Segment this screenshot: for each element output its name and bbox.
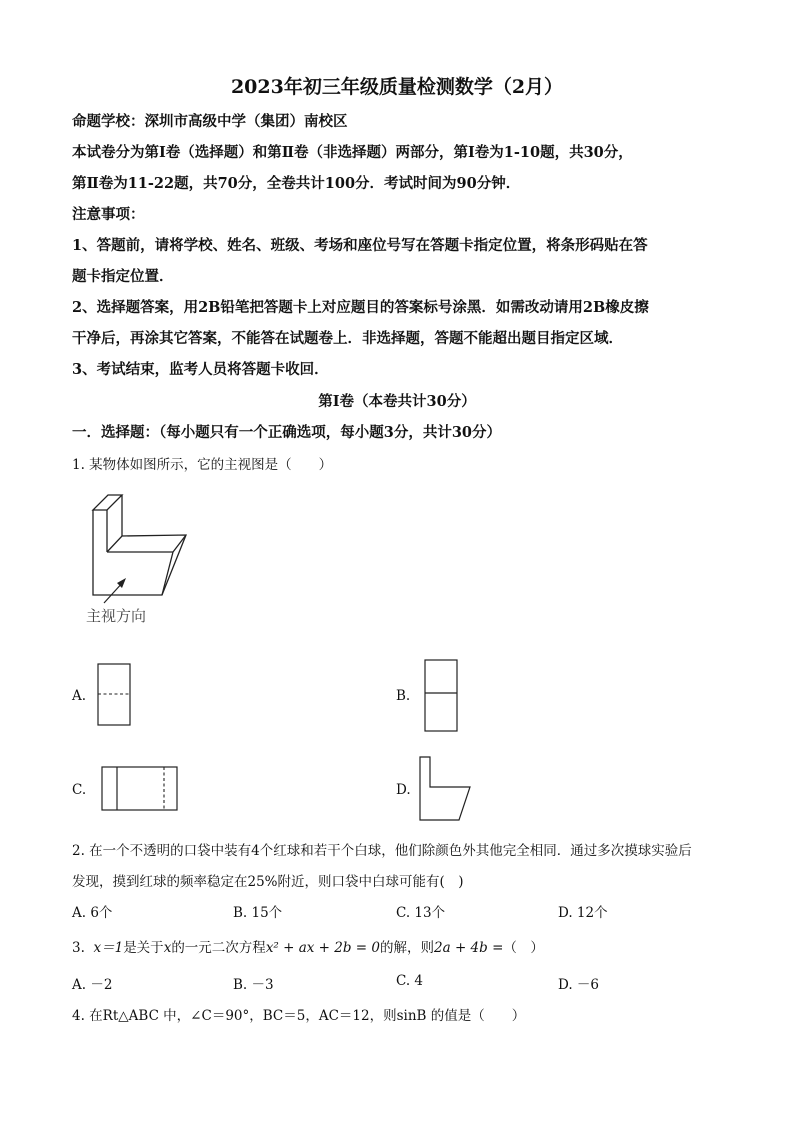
q1-option-c-label[interactable]: C. [72, 782, 87, 798]
part-title: 第Ⅰ卷（本卷共计30分） [318, 393, 476, 410]
page-title: 2023年初三年级质量检测数学（2月） [230, 76, 564, 98]
q2-option-c[interactable]: C. 13个 [396, 905, 446, 921]
q1-option-d-label[interactable]: D. [396, 782, 411, 798]
q2-stem-line-2: 发现，摸到红球的频率稳定在25%附近，则口袋中白球可能有( ) [72, 874, 464, 890]
q3-variable: x [163, 940, 172, 956]
q3-number: 3. [72, 940, 85, 956]
note-2-line-2: 干净后，再涂其它答案，不能答在试题卷上．非选择题，答题不能超出题目指定区域． [72, 330, 623, 347]
note-3: 3、考试结束，监考人员将答题卡收回． [72, 361, 329, 378]
q2-option-a[interactable]: A. 6个 [72, 905, 113, 921]
q2-stem-line-1: 2. 在一个不透明的口袋中装有4个红球和若干个白球，他们除颜色外其他完全相同．通过多次摸球实验后 [72, 843, 692, 859]
q4-stem: 4. 在Rt△ABC 中，∠C＝90°，BC＝5，AC＝12，则sinB 的值是（ ） [72, 1008, 526, 1024]
q1-option-b-label[interactable]: B. [396, 688, 411, 704]
q2-option-d[interactable]: D. 12个 [558, 905, 608, 921]
notes-heading: 注意事项： [72, 206, 145, 223]
q3-option-c[interactable]: C. 4 [396, 973, 424, 989]
q2-option-b[interactable]: B. 15个 [233, 905, 283, 921]
note-1-line-2: 题卡指定位置． [72, 268, 174, 285]
section-heading: 一．选择题：（每小题只有一个正确选项，每小题3分，共计30分） [72, 424, 502, 441]
q3-option-b[interactable]: B. －3 [233, 977, 274, 993]
q1-figure-caption: 主视方向 [86, 607, 147, 625]
q3-stem [72, 936, 544, 956]
q3-text-3: 的解，则 [380, 940, 435, 956]
q3-expression: 2a + 4b = [434, 940, 504, 956]
note-2-line-1: 2、选择题答案，用2B铅笔把答题卡上对应题目的答案标号涂黑．如需改动请用2B橡皮擦 [72, 299, 649, 316]
note-1-line-1: 1、答题前，请将学校、姓名、班级、考场和座位号写在答题卡指定位置，将条形码贴在答 [72, 237, 648, 254]
school-line: 命题学校：深圳市高级中学（集团）南校区 [72, 113, 348, 130]
q3-option-d[interactable]: D. －6 [558, 977, 600, 993]
q3-text-2: 的一元二次方程 [171, 940, 266, 956]
intro-line-1: 本试卷分为第Ⅰ卷（选择题）和第Ⅱ卷（非选择题）两部分，第Ⅰ卷为1-10题，共30分， [72, 144, 633, 161]
q3-equation: x² + ax + 2b = 0 [265, 940, 381, 956]
q1-stem: 1. 某物体如图所示，它的主视图是（ ） [72, 457, 333, 473]
intro-line-2: 第Ⅱ卷为11-22题，共70分，全卷共计100分．考试时间为90分钟． [72, 175, 521, 192]
q3-text-1: 是关于 [123, 940, 164, 956]
q3-condition: x＝1 [93, 940, 124, 956]
q1-option-a-label[interactable]: A. [72, 688, 87, 704]
q3-option-a[interactable]: A. －2 [72, 977, 113, 993]
q3-end: （ ） [503, 940, 544, 956]
